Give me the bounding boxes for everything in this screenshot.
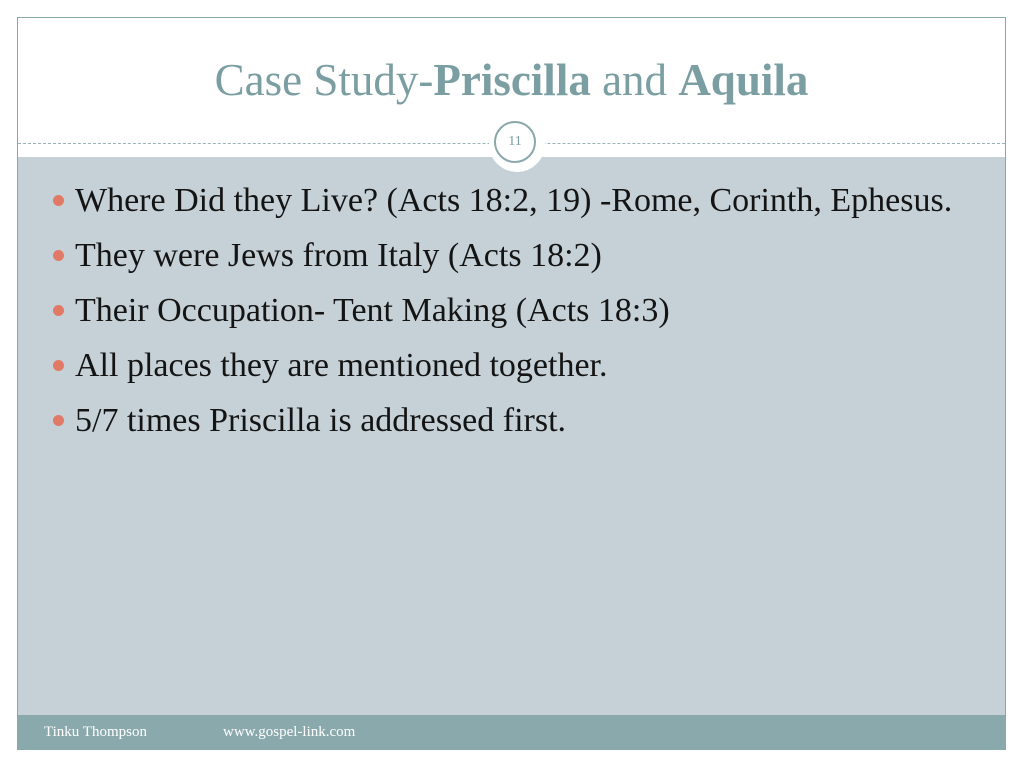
title-name-aquila: Aquila	[678, 55, 809, 105]
bullet-text: They were Jews from Italy (Acts 18:2)	[75, 237, 602, 274]
bullet-item	[53, 344, 993, 387]
slide-frame	[17, 17, 1006, 750]
bullet-dot-icon	[53, 415, 64, 426]
bullet-text: All places they are mentioned together.	[75, 347, 608, 384]
footer-website: www.gospel-link.com	[223, 724, 356, 740]
bullet-dot-icon	[53, 195, 64, 206]
title-name-priscilla: Priscilla	[433, 55, 591, 105]
bullet-dot-icon	[53, 360, 64, 371]
slide-number: 11	[494, 121, 536, 163]
bullet-item	[53, 234, 993, 277]
bullet-dot-icon	[53, 250, 64, 261]
footer-bar	[18, 715, 1005, 750]
slide-number-badge	[489, 116, 545, 172]
bullet-item	[53, 399, 993, 442]
bullet-text: Where Did they Live? (Acts 18:2, 19) -Rome, Corinth, Ephesus.	[75, 182, 953, 219]
footer-author: Tinku Thompson	[44, 724, 147, 740]
bullet-item	[53, 289, 993, 332]
bullet-dot-icon	[53, 305, 64, 316]
bullet-text: 5/7 times Priscilla is addressed first.	[75, 402, 567, 439]
bullet-list	[53, 179, 993, 454]
slide-title	[18, 54, 1005, 106]
bullet-text: Their Occupation- Tent Making (Acts 18:3)	[75, 292, 670, 329]
title-prefix: Case Study-	[214, 55, 434, 105]
title-and: and	[590, 55, 679, 105]
bullet-item	[53, 179, 993, 222]
